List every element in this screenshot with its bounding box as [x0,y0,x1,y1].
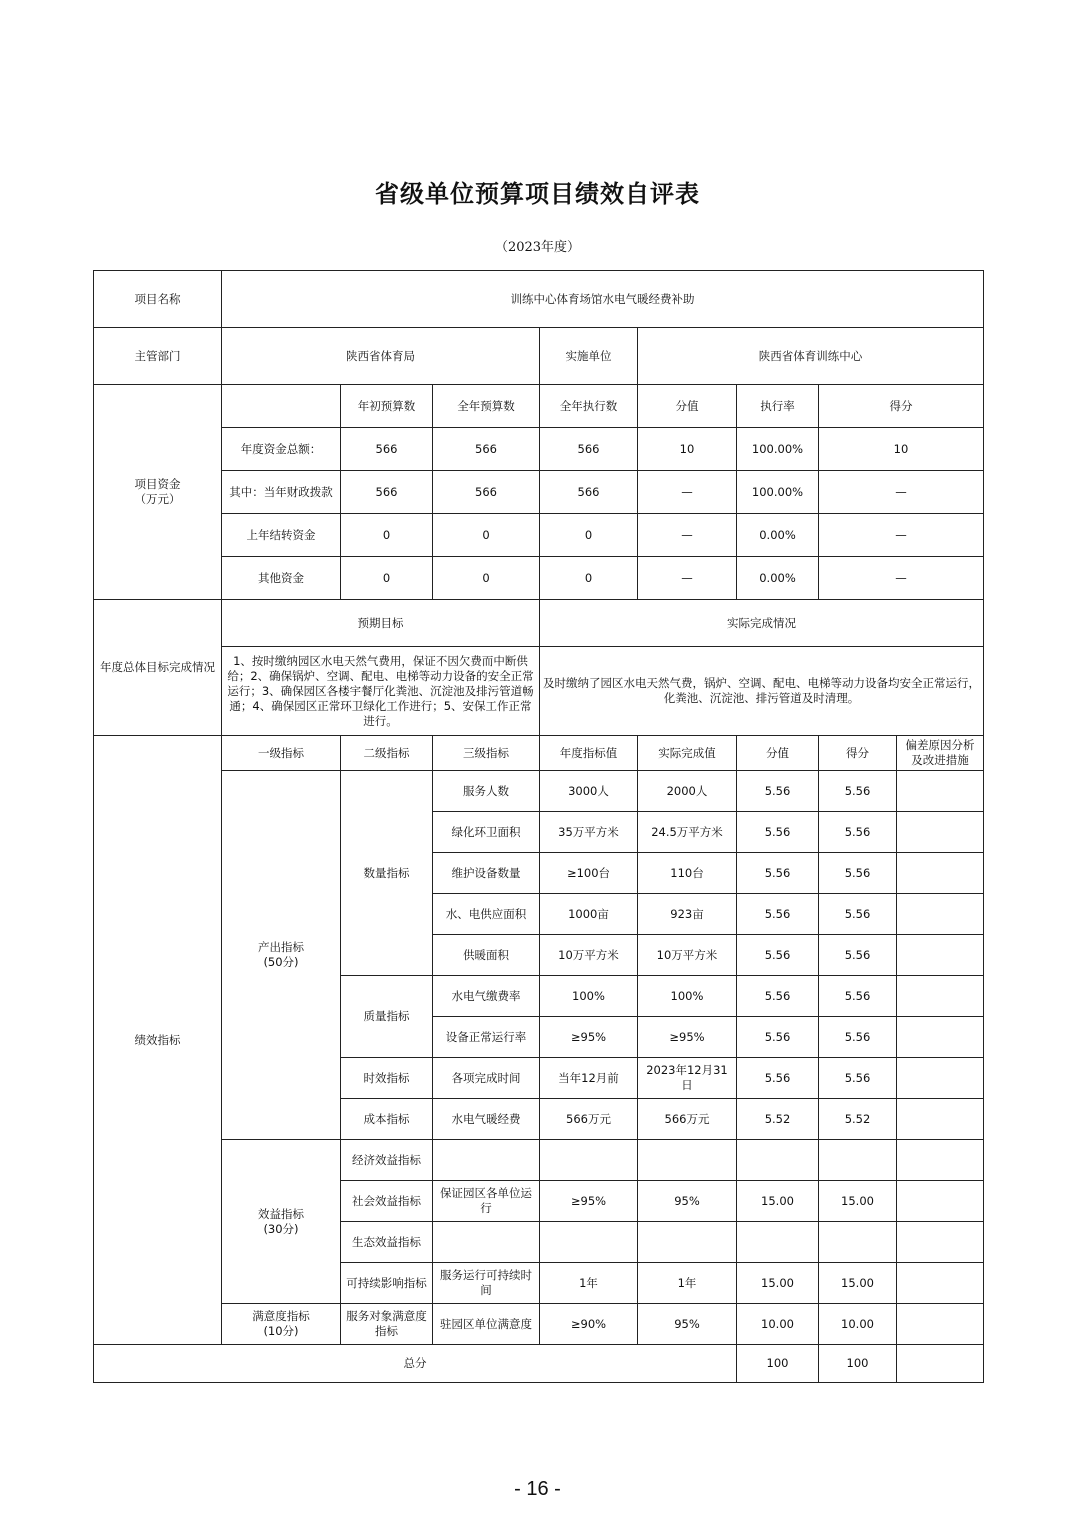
ind-header-note: 偏差原因分析及改进措施 [897,736,984,771]
total-score: 100 [819,1345,897,1383]
indicator-target: ≥95% [540,1017,638,1058]
funds-row-score-value: — [638,557,737,600]
funds-row-score: 10 [819,428,984,471]
funds-row [94,557,984,600]
indicator-note [897,771,984,812]
indicator-actual: 110台 [638,853,737,894]
indicator-target: 1年 [540,1263,638,1304]
project-name-row [94,271,984,328]
funds-row-label: 上年结转资金 [222,514,341,557]
indicator-target: ≥100台 [540,853,638,894]
indicator-value: 5.56 [737,894,819,935]
indicator-note [897,1263,984,1304]
ecological-indicator-label: 生态效益指标 [341,1222,433,1263]
indicator-note [897,1222,984,1263]
impl-label: 实施单位 [540,328,638,385]
indicator-target: 566万元 [540,1099,638,1140]
indicator-target: ≥90% [540,1304,638,1345]
sustain-indicator-label: 可持续影响指标 [341,1263,433,1304]
total-note [897,1345,984,1383]
output-label: 产出指标 [258,940,304,954]
output-indicator-label [222,771,341,1140]
department-row [94,328,984,385]
indicator-note [897,1058,984,1099]
funds-header-score-value: 分值 [638,385,737,428]
benefit-points: (30分) [263,1221,299,1236]
indicator-score: 5.56 [819,894,897,935]
output-points: (50分) [263,955,299,969]
funds-row [94,471,984,514]
indicator-target: 1000亩 [540,894,638,935]
indicator-actual: 100% [638,976,737,1017]
funds-row-annual: 0 [433,514,540,557]
funds-row-executed: 566 [540,471,638,514]
indicator-target [540,1140,638,1181]
indicator-target: ≥95% [540,1181,638,1222]
indicators-header-row [94,736,984,771]
indicator-target: 10万平方米 [540,935,638,976]
indicator-note [897,935,984,976]
indicator-score: 10.00 [819,1304,897,1345]
funds-header-annual: 全年预算数 [433,385,540,428]
indicator-score: 15.00 [819,1263,897,1304]
dept-value: 陕西省体育局 [222,328,540,385]
indicator-score [819,1140,897,1181]
ind-header-value: 分值 [737,736,819,771]
funds-header-rate: 执行率 [737,385,819,428]
indicator-name: 水电气缴费率 [433,976,540,1017]
economic-indicator-label: 经济效益指标 [341,1140,433,1181]
indicator-score [819,1222,897,1263]
funds-row-initial: 0 [341,557,433,600]
indicator-actual: 10万平方米 [638,935,737,976]
goals-actual-header: 实际完成情况 [540,600,984,647]
indicator-actual: 95% [638,1181,737,1222]
funds-label-line2: （万元） [134,492,181,506]
indicator-target [540,1222,638,1263]
indicator-row [94,771,984,812]
indicators-label: 绩效指标 [94,736,222,1345]
funds-row-executed: 0 [540,557,638,600]
indicator-score: 15.00 [819,1181,897,1222]
funds-header-empty [222,385,341,428]
indicator-actual: ≥95% [638,1017,737,1058]
funds-row [94,428,984,471]
indicator-actual [638,1222,737,1263]
indicator-actual: 2000人 [638,771,737,812]
funds-row-rate: 0.00% [737,557,819,600]
indicator-note [897,1099,984,1140]
total-row [94,1345,984,1383]
indicator-value: 5.56 [737,1058,819,1099]
total-label: 总分 [94,1345,737,1383]
indicator-value: 5.56 [737,812,819,853]
social-indicator-label: 社会效益指标 [341,1181,433,1222]
funds-row-label: 其中：当年财政拨款 [222,471,341,514]
indicator-name: 维护设备数量 [433,853,540,894]
indicator-name: 水、电供应面积 [433,894,540,935]
funds-row-score-value: — [638,514,737,557]
indicator-name: 保证园区各单位运行 [433,1181,540,1222]
funds-header-row [94,385,984,428]
indicator-value: 5.56 [737,771,819,812]
goals-actual-text: 及时缴纳了园区水电天然气费，锅炉、空调、配电、电梯等动力设备均安全正常运行，化粪池、沉淀池、排污管道及时清理。 [540,647,984,736]
indicator-score: 5.52 [819,1099,897,1140]
quality-indicator-label: 质量指标 [341,976,433,1058]
indicator-value: 5.56 [737,853,819,894]
funds-row-initial: 566 [341,471,433,514]
indicator-score: 5.56 [819,771,897,812]
indicator-name: 各项完成时间 [433,1058,540,1099]
indicator-score: 5.56 [819,976,897,1017]
indicator-target: 3000人 [540,771,638,812]
funds-row-score: — [819,557,984,600]
report-year: （2023年度） [494,240,581,255]
funds-row-annual: 0 [433,557,540,600]
indicator-name [433,1222,540,1263]
funds-row-executed: 0 [540,514,638,557]
indicator-target: 100% [540,976,638,1017]
indicator-value: 5.56 [737,935,819,976]
indicator-note [897,976,984,1017]
funds-row-initial: 0 [341,514,433,557]
benefit-indicator-label [222,1140,341,1304]
ind-header-actual: 实际完成值 [638,736,737,771]
funds-row-label: 其他资金 [222,557,341,600]
indicator-score: 5.56 [819,812,897,853]
timeliness-indicator-label: 时效指标 [341,1058,433,1099]
project-name-value: 训练中心体育场馆水电气暖经费补助 [222,271,984,328]
funds-row-score-value: 10 [638,428,737,471]
funds-header-initial: 年初预算数 [341,385,433,428]
indicator-target: 35万平方米 [540,812,638,853]
indicator-name [433,1140,540,1181]
goals-expected-text: 1、按时缴纳园区水电天然气费用，保证不因欠费而中断供给；2、确保锅炉、空调、配电、电梯等动力设备的安全正常运行；3、确保园区各楼宇餐厅化粪池、沉淀池及排污管道畅通；4、确保园区正常环卫绿化工作进行；5、安保工作正常进行。 [222,647,540,736]
indicator-score: 5.56 [819,935,897,976]
indicator-note [897,1017,984,1058]
funds-row-label: 年度资金总额： [222,428,341,471]
indicator-value: 5.56 [737,1017,819,1058]
indicator-value: 5.52 [737,1099,819,1140]
page-title: 省级单位预算项目绩效自评表 [375,179,700,208]
satisfaction-points: (10分) [263,1324,299,1338]
funds-row-rate: 100.00% [737,471,819,514]
indicator-row [94,1140,984,1181]
indicator-name: 服务人数 [433,771,540,812]
indicator-value [737,1140,819,1181]
indicator-name: 设备正常运行率 [433,1017,540,1058]
satisfaction-sub-label: 服务对象满意度指标 [341,1304,433,1345]
goals-header-row [94,600,984,647]
satisfaction-label: 满意度指标 [252,1309,310,1323]
indicator-name: 供暖面积 [433,935,540,976]
total-value: 100 [737,1345,819,1383]
indicator-actual: 24.5万平方米 [638,812,737,853]
indicator-actual: 923亩 [638,894,737,935]
indicator-actual [638,1140,737,1181]
indicator-row [94,1304,984,1345]
funds-row-rate: 0.00% [737,514,819,557]
funds-row-score: — [819,514,984,557]
funds-label-line1: 项目资金 [134,477,181,491]
indicator-actual: 2023年12月31日 [638,1058,737,1099]
indicator-note [897,1181,984,1222]
indicator-score: 5.56 [819,1017,897,1058]
page-number: - 16 - [514,1478,561,1500]
indicator-score: 5.56 [819,853,897,894]
funds-row-initial: 566 [341,428,433,471]
indicator-actual: 1年 [638,1263,737,1304]
ind-header-target: 年度指标值 [540,736,638,771]
goals-expected-header: 预期目标 [222,600,540,647]
funds-row [94,514,984,557]
ind-header-level2: 二级指标 [341,736,433,771]
evaluation-table [93,270,984,1383]
ind-header-score: 得分 [819,736,897,771]
funds-row-score: — [819,471,984,514]
indicator-value: 15.00 [737,1181,819,1222]
quantity-indicator-label: 数量指标 [341,771,433,976]
indicator-actual: 95% [638,1304,737,1345]
project-name-label: 项目名称 [94,271,222,328]
indicator-score: 5.56 [819,1058,897,1099]
indicator-name: 驻园区单位满意度 [433,1304,540,1345]
ind-header-level3: 三级指标 [433,736,540,771]
indicator-value: 5.56 [737,976,819,1017]
funds-row-annual: 566 [433,471,540,514]
indicator-name: 服务运行可持续时间 [433,1263,540,1304]
funds-row-annual: 566 [433,428,540,471]
indicator-note [897,853,984,894]
indicator-note [897,812,984,853]
goals-label: 年度总体目标完成情况 [94,600,222,736]
funds-header-score: 得分 [819,385,984,428]
funds-row-executed: 566 [540,428,638,471]
funds-row-rate: 100.00% [737,428,819,471]
funds-label [94,385,222,600]
indicator-value: 15.00 [737,1263,819,1304]
indicator-actual: 566万元 [638,1099,737,1140]
indicator-name: 水电气暖经费 [433,1099,540,1140]
indicator-value: 10.00 [737,1304,819,1345]
funds-header-executed: 全年执行数 [540,385,638,428]
indicator-note [897,1304,984,1345]
indicator-name: 绿化环卫面积 [433,812,540,853]
indicator-target: 当年12月前 [540,1058,638,1099]
benefit-label: 效益指标 [258,1206,304,1221]
indicator-note [897,1140,984,1181]
ind-header-level1: 一级指标 [222,736,341,771]
impl-value: 陕西省体育训练中心 [638,328,984,385]
dept-label: 主管部门 [94,328,222,385]
cost-indicator-label: 成本指标 [341,1099,433,1140]
indicator-note [897,894,984,935]
satisfaction-indicator-label [222,1304,341,1345]
goals-content-row [94,647,984,736]
indicator-value [737,1222,819,1263]
funds-row-score-value: — [638,471,737,514]
